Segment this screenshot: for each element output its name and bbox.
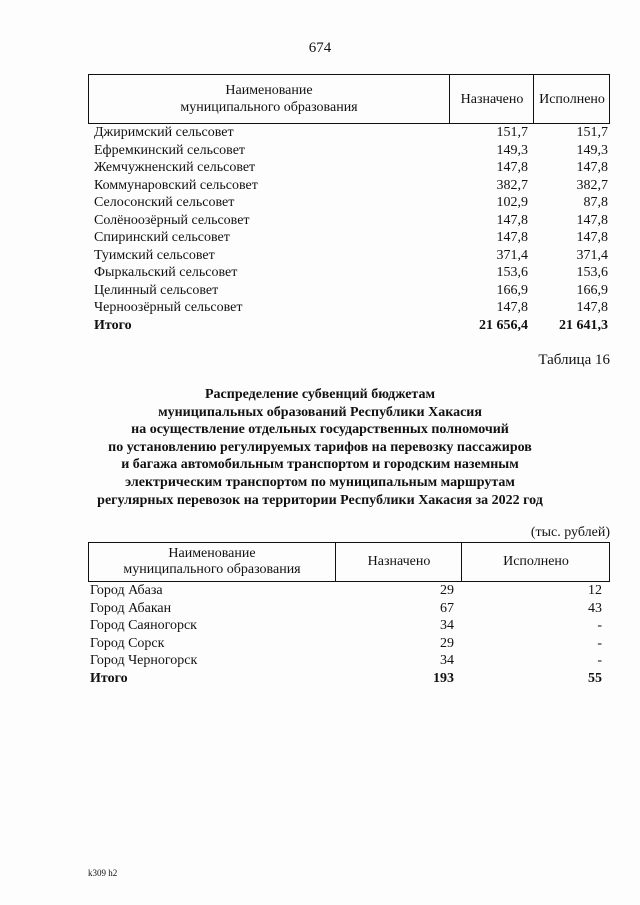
table-row (88, 600, 610, 618)
table-row (88, 212, 610, 230)
row-assigned: 166,9 (496, 282, 528, 298)
row-name: Туимский сельсовет (94, 247, 215, 263)
row-name: Город Абакан (90, 600, 172, 616)
table-row (88, 177, 610, 195)
total-executed: 55 (588, 670, 602, 686)
row-assigned: 147,8 (496, 230, 528, 245)
title-line: муниципальных образований Республики Хакасия (158, 404, 482, 420)
title-line: по установлению регулируемых тарифов на перевозку пассажиров (108, 439, 532, 455)
table-row (88, 282, 610, 300)
title-line: на осуществление отдельных государственных полномочий (131, 422, 509, 438)
table-row (88, 142, 610, 160)
title-line: и багажа автомобильным транспортом и городским наземным (121, 457, 519, 473)
table-row (88, 617, 610, 635)
row-name: Жемчужненский сельсовет (94, 160, 256, 175)
row-assigned: 149,3 (496, 142, 528, 158)
table-label: Таблица 16 (538, 352, 610, 368)
row-executed: 382,7 (576, 177, 608, 193)
row-name: Селосонский сельсовет (94, 195, 235, 210)
units-label: (тыс. рублей) (530, 525, 610, 540)
title-line: регулярных перевозок на территории Республики Хакасия за 2022 год (97, 492, 543, 508)
table1-header (88, 74, 610, 124)
row-name: Целинный сельсовет (94, 282, 219, 298)
table1-header-name (89, 75, 449, 123)
table-total-row (88, 317, 610, 335)
row-assigned: 153,6 (496, 265, 528, 280)
row-name: Спиринский сельсовет (94, 230, 230, 245)
total-assigned: 21 656,4 (479, 317, 528, 333)
table2-header-executed: Исполнено (461, 543, 610, 581)
row-name: Коммунаровский сельсовет (94, 177, 258, 193)
table-row (88, 652, 610, 670)
table2-header (88, 542, 610, 582)
header-name-line2: муниципального образования (180, 100, 358, 115)
row-name: Джиримский сельсовет (94, 125, 234, 140)
row-executed: 147,8 (576, 212, 608, 228)
row-assigned: 34 (440, 653, 454, 668)
row-executed: 153,6 (576, 265, 608, 280)
row-assigned: 382,7 (496, 177, 528, 193)
title-line: Распределение субвенций бюджетам (205, 387, 435, 402)
header-name-line1: Наименование (225, 83, 313, 98)
row-executed: 371,4 (576, 247, 608, 263)
footer-code: k309 h2 (88, 868, 118, 878)
row-executed: 147,8 (576, 160, 608, 175)
row-name: Город Сорск (90, 635, 165, 651)
row-assigned: 371,4 (496, 247, 528, 263)
row-executed: 151,7 (576, 125, 608, 140)
row-executed: - (597, 618, 602, 633)
table2-title (0, 386, 640, 509)
table-row (88, 124, 610, 142)
total-assigned: 193 (433, 670, 454, 686)
row-name: Черноозёрный сельсовет (94, 300, 243, 315)
row-assigned: 29 (440, 635, 454, 651)
row-executed: 147,8 (576, 230, 608, 245)
total-label: Итого (94, 317, 132, 333)
table1-header-executed: Исполнено (533, 75, 610, 123)
table1-header-assigned: Назначено (449, 75, 534, 123)
row-name: Город Абаза (90, 583, 163, 598)
row-name: Солёноозёрный сельсовет (94, 212, 250, 228)
row-executed: 87,8 (583, 195, 608, 210)
row-assigned: 102,9 (496, 195, 528, 210)
row-executed: - (597, 635, 602, 651)
table-row (88, 635, 610, 653)
title-line: электрическим транспортом по муниципальным маршрутам (125, 474, 515, 490)
table-row (88, 264, 610, 282)
total-label: Итого (90, 670, 128, 686)
table-row (88, 229, 610, 247)
table-row (88, 159, 610, 177)
row-name: Ефремкинский сельсовет (94, 142, 246, 158)
row-executed: 149,3 (576, 142, 608, 158)
row-assigned: 147,8 (496, 212, 528, 228)
header-name-line1: Наименование (168, 546, 256, 561)
table1-body (88, 124, 610, 334)
total-executed: 21 641,3 (559, 317, 608, 333)
table-row (88, 194, 610, 212)
page-number: 674 (308, 40, 332, 56)
row-name: Город Саяногорск (90, 618, 197, 633)
row-assigned: 29 (440, 583, 454, 598)
row-executed: 166,9 (576, 282, 608, 298)
row-executed: 12 (588, 583, 602, 598)
row-assigned: 34 (440, 618, 454, 633)
row-executed: - (597, 653, 602, 668)
table-row (88, 247, 610, 265)
row-assigned: 147,8 (496, 160, 528, 175)
row-executed: 147,8 (576, 300, 608, 315)
table2-header-assigned: Назначено (335, 543, 462, 581)
table-row (88, 582, 610, 600)
table2-header-name (89, 543, 335, 581)
table-total-row (88, 670, 610, 688)
row-assigned: 67 (440, 600, 454, 616)
header-name-line2: муниципального образования (123, 562, 301, 577)
row-name: Город Черногорск (90, 653, 198, 668)
row-name: Фыркальский сельсовет (94, 265, 238, 280)
row-assigned: 147,8 (496, 300, 528, 315)
table-row (88, 299, 610, 317)
table2-body (88, 582, 610, 687)
row-assigned: 151,7 (496, 125, 528, 140)
row-executed: 43 (588, 600, 602, 616)
